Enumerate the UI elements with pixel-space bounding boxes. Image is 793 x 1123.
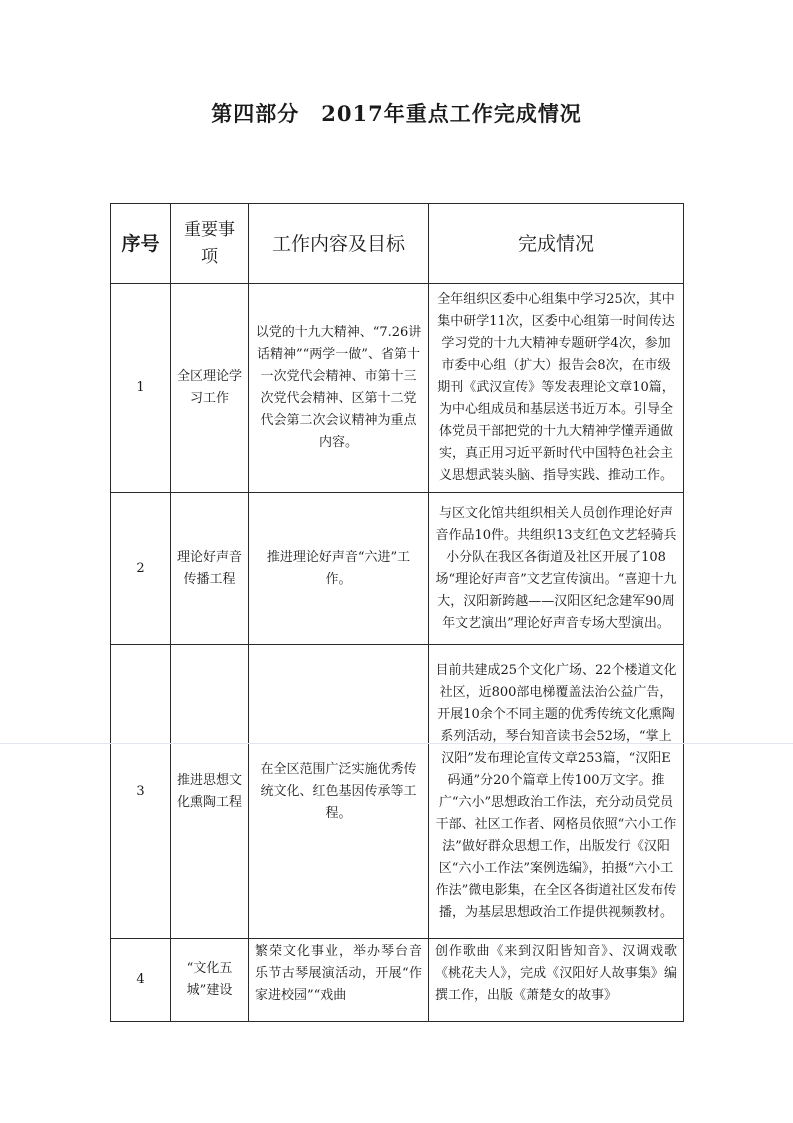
row-completion: 与区文化馆共组织相关人员创作理论好声音作品10件。共组织13支红色文艺轻骑兵小分队在我区各街道及社区开展了108场“理论好声音”文艺宣传演出。“喜迎十九大，汉阳新跨越——汉阳区纪念建军90周年文艺演出”理论好声音专场大型演出。 — [429, 493, 684, 645]
row-key-item: “文化五城”建设 — [171, 939, 249, 1022]
table-row — [111, 493, 684, 645]
header-seq: 序号 — [111, 204, 171, 284]
row-seq: 4 — [111, 939, 171, 1022]
row-goal: 繁荣文化事业，举办琴台音乐节古琴展演活动，开展“作家进校园”“戏曲 — [249, 939, 429, 1022]
row-seq: 3 — [111, 645, 171, 939]
row-goal: 推进理论好声音“六进”工作。 — [249, 493, 429, 645]
table-header-row — [111, 204, 684, 284]
header-completion: 完成情况 — [429, 204, 684, 284]
row-seq: 2 — [111, 493, 171, 645]
row-goal: 以党的十九大精神、“7.26讲话精神”“两学一做”、省第十一次党代会精神、市第十三次党代会精神、区第十二党代会第二次会议精神为重点内容。 — [249, 284, 429, 493]
row-goal: 在全区范围广泛实施优秀传统文化、红色基因传承等工程。 — [249, 645, 429, 939]
row-key-item: 理论好声音传播工程 — [171, 493, 249, 645]
work-completion-table — [110, 203, 684, 1022]
row-seq: 1 — [111, 284, 171, 493]
row-key-item: 推进思想文化熏陶工程 — [171, 645, 249, 939]
table-row — [111, 284, 684, 493]
row-completion: 创作歌曲《来到汉阳皆知音》、汉调戏歌《桃花夫人》，完成《汉阳好人故事集》编撰工作，出版《萧楚女的故事》 — [429, 939, 684, 1022]
header-goal: 工作内容及目标 — [249, 204, 429, 284]
header-key-item: 重要事项 — [171, 204, 249, 284]
row-completion: 目前共建成25个文化广场、22个楼道文化社区，近800部电梯覆盖法治公益广告，开展10余个不同主题的优秀传统文化熏陶系列活动，琴台知音读书会52场，“掌上汉阳”发布理论宣传文章253篇，“汉阳E码通”分20个篇章上传100万文字。推广“六小”思想政治工作法，充分动员党员干部、社区工作者、网格员依照“六小工作法”做好群众思想工作，出版发行《汉阳区“六小工作法”案例选编》，拍摄“六小工作法”微电影集，在全区各街道社区发布传播，为基层思想政治工作提供视频教材。 — [429, 645, 684, 939]
scan-artifact-line — [0, 743, 793, 744]
table-row — [111, 939, 684, 1022]
table-row — [111, 645, 684, 939]
row-key-item: 全区理论学习工作 — [171, 284, 249, 493]
row-completion: 全年组织区委中心组集中学习25次，其中集中研学11次，区委中心组第一时间传达学习党的十九大精神专题研学4次，参加市委中心组（扩大）报告会8次，在市级期刊《武汉宣传》等发表理论文章10篇，为中心组成员和基层送书近万本。引导全体党员干部把党的十九大精神学懂弄通做实，真正用习近平新时代中国特色社会主义思想武装头脑、指导实践、推动工作。 — [429, 284, 684, 493]
page-title: 第四部分 2017年重点工作完成情况 — [211, 101, 582, 126]
